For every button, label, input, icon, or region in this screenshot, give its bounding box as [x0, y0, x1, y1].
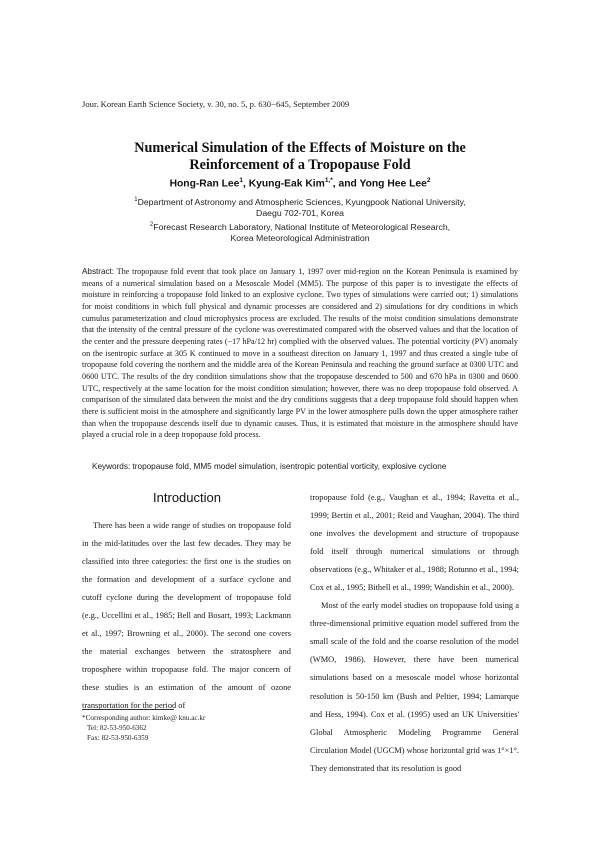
section-heading-introduction: Introduction — [153, 490, 221, 505]
footnote — [82, 713, 292, 743]
affiliation-line: Forecast Research Laboratory, National Institute of Meteorological Research, — [153, 221, 451, 232]
author-affiliation-mark: 1,* — [324, 177, 333, 184]
affiliation-line: Daegu 702-701, Korea — [256, 208, 344, 219]
body-paragraph: There has been a wide range of studies on tropopause fold in the mid-latitudes over the last few decades. They may be classified into three categories: the first one is the studies on the formation and development of a surface cyclone and cutoff cyclone during the development of tropopause fold (e.g., Uccellini et al., 1985; Bell and Bosart, 1993; Lackmann et al., 1997; Browning et al., 2000). The second one covers the material exchanges between the stratosphere and troposphere within tropopause fold. The major concern of these studies is an estimation of the amount of ozone transportation for the period of — [82, 521, 291, 711]
journal-citation: Jour. Korean Earth Science Society, v. 30, no. 5, p. 630−645, September 2009 — [82, 99, 350, 109]
author-affiliation-mark: 2 — [426, 177, 431, 184]
corresponding-author-note: *Corresponding author: kimke@ knu.ac.kr — [82, 714, 206, 722]
right-column — [310, 489, 519, 778]
author-separator: , and — [332, 178, 360, 190]
author-name: Yong Hee Lee — [359, 178, 427, 190]
affiliation-line: Korea Meteorological Administration — [230, 233, 370, 244]
paper-title — [0, 140, 600, 174]
abstract-text: The tropopause fold event that took place on January 1, 1997 over mid-region on the Korean Peninsula is examined by means of a numerical simulation based on a Mesoscale Model (MM5). The purpose of this paper is to investigate the effects of moisture in reinforcing a tropopause fold linked to an explosive cyclone. Two types of simulations were carried out; 1) simulations for moist conditions in which full physical and dynamic processes are considered and 2) simulations for dry conditions in which cumulus parameterization and cloud microphysics process are excluded. The results of the moist condition simulations demonstrate that the intensity of the central pressure of the cyclone was overestimated compared with the observed values and that the location of the center and the pressure deepening rates (−17 hPa/12 hr) complied with the observed values. The potential vorticity (PV) anomaly on the isentropic surface at 305 K continued to move in a southeast direction on January 1, 1997 and thus created a single tube of tropopause fold covering the northern and the middle area of the Korean Peninsula and reaching the ground surface at 0300 UTC and 0600 UTC. The results of the dry condition simulations show that the tropopause descended to 500 and 670 hPa in 0300 and 0600 UTC, respectively at the same location for the moist condition simulation; however, there was no deep tropopause fold observed. A comparison of the simulated data between the moist and the dry conditions suggests that a deep tropopause fold should happen when there is sufficient moist in the atmosphere and significantly large PV in the lower atmosphere pulls down the upper atmosphere rather than when the tropopause descends itself due to dynamic causes. Thus, it is estimated that moisture in the atmosphere should have played a crucial role in a deep tropopause fold process. — [82, 267, 518, 440]
keywords-label: Keywords: — [92, 462, 131, 471]
affiliation-1 — [100, 195, 500, 220]
left-column — [82, 517, 291, 716]
affiliation-mark: 2 — [149, 222, 154, 228]
abstract — [82, 266, 518, 441]
affiliation-line: Department of Astronomy and Atmospheric Sciences, Kyungpook National University, — [137, 196, 466, 207]
author-separator: , — [242, 178, 249, 190]
body-paragraph: tropopause fold (e.g., Vaughan et al., 1994; Ravetta et al., 1999; Bertin et al., 2001; Reid and Vaughan, 2004). The third one involves the development and structure of tropopause fold itself through numerical simulations or through observations (e.g., Whitaker et al., 1988; Rotunno et al., 1994; Cox et al., 1995; Bithell et al., 1999; Wandishin et al., 2000). — [310, 493, 519, 593]
keywords-text: tropopause fold, MM5 model simulation, isentropic potential vorticity, explosive cyclone — [132, 462, 447, 471]
author-name: Kyung-Eak Kim — [248, 178, 325, 190]
author-list — [0, 177, 600, 189]
footnote-divider — [82, 709, 174, 710]
author-name: Hong-Ran Lee — [169, 178, 240, 190]
telephone-note: Tel: 82-53-950-6362 — [87, 724, 147, 732]
abstract-label: Abstract: — [82, 267, 115, 276]
title-line-1: Numerical Simulation of the Effects of Moisture on the — [134, 140, 466, 156]
body-paragraph: Most of the early model studies on tropopause fold using a three-dimensional primitive equation model suffered from the small scale of the fold and the coarse resolution of the model (WMO, 1986). However, there have been numerical simulations based on a mesoscale model whose horizontal resolution is 50-150 km (Bush and Peltier, 1994; Lamarque and Hess, 1994). Cox et al. (1995) used an UK Universities' Global Atmospheric Modeling Programme General Circulation Model (UGCM) whose horizontal grid was 1°×1°. They demonstrated that its resolution is good — [310, 601, 519, 773]
author-affiliation-mark: 1 — [239, 177, 243, 184]
fax-note: Fax: 82-53-950-6359 — [87, 734, 149, 742]
title-line-2: Reinforcement of a Tropopause Fold — [189, 157, 411, 173]
keywords — [92, 462, 518, 471]
affiliation-2 — [100, 220, 500, 245]
affiliation-mark: 1 — [134, 197, 138, 203]
